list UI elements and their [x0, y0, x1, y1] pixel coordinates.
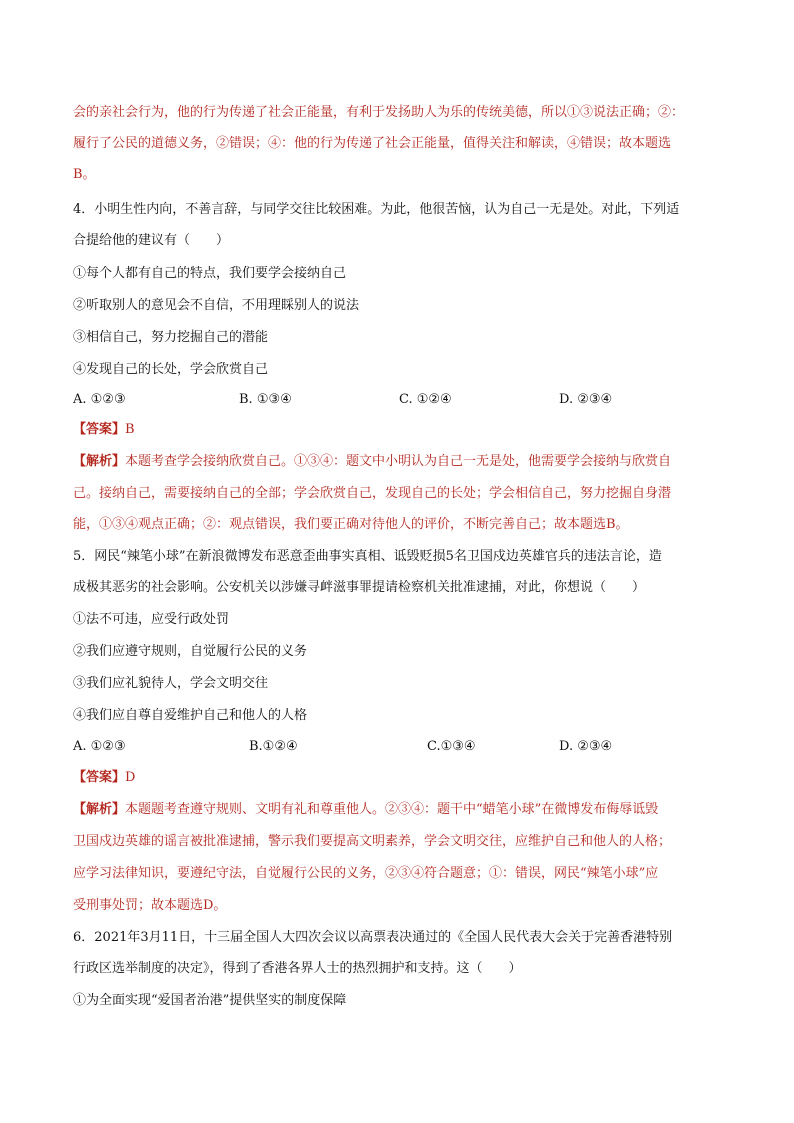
question-4-item: ①每个人都有自己的特点，我们要学会接纳自己 [73, 266, 347, 281]
option-a: A. ①②③ [73, 392, 126, 407]
question-4-analysis [73, 452, 671, 472]
analysis-text: 本题题考查遵守规则、文明有礼和尊重他人。②③④：题干中“蜡笔小球”在微博发布侮辱诋毁 [125, 802, 659, 817]
question-5-item: ③我们应礼貌待人，学会文明交往 [73, 676, 269, 691]
answer-label: 【答案】 [73, 422, 126, 437]
question-6-stem: 行政区选举制度的决定》，得到了香港各界人士的热烈拥护和支持。这（ ） [73, 961, 522, 976]
question-5-analysis-line: 卫国戍边英雄的谣言被批准逮捕，警示我们要提高文明素养，学会文明交往，应维护自己和他人的人格； [73, 834, 672, 849]
question-4-stem: 合提给他的建议有（ ） [73, 233, 230, 248]
question-5-item: ④我们应自尊自爱维护自己和他人的人格 [73, 708, 308, 723]
option-d: D. ②③④ [559, 392, 613, 407]
option-a: A. ①②③ [73, 739, 126, 754]
question-5-analysis-line: 受刑事处罚；故本题选D。 [73, 898, 227, 913]
question-5-stem: 成极其恶劣的社会影响。公安机关以涉嫌寻衅滋事罪提请检察机关批准逮捕，对此，你想说（ ） [73, 580, 646, 595]
question-4-item: ③相信自己，努力挖掘自己的潜能 [73, 330, 269, 345]
question-5-item: ①法不可违，应受行政处罚 [73, 612, 230, 627]
answer-value: D [125, 770, 136, 785]
question-5-analysis [73, 800, 658, 820]
question-5-analysis-line: 应学习法律知识，要遵纪守法，自觉履行公民的义务，②③④符合题意；①：错误，网民“辣笔小球”应 [73, 866, 659, 881]
analysis-continuation-line: B。 [73, 167, 96, 182]
question-4-stem: 4．小明生性内向，不善言辞，与同学交往比较困难。为此，他很苦恼，认为自己一无是处。对此，下列适 [73, 202, 680, 217]
question-4-item: ②听取别人的意见会不自信，不用理睬别人的说法 [73, 298, 360, 313]
question-5-item: ②我们应遵守规则，自觉履行公民的义务 [73, 644, 308, 659]
analysis-label: 【解析】 [73, 454, 126, 469]
question-6-stem: 6．2021年3月11日，十三届全国人大四次会议以高票表决通过的《全国人民代表大会关于完善香港特别 [73, 930, 673, 945]
analysis-label: 【解析】 [73, 802, 126, 817]
analysis-text: 本题考查学会接纳欣赏自己。①③④：题文中小明认为自己一无是处，他需要学会接纳与欣赏自 [125, 454, 672, 469]
option-c: C. ①②④ [399, 392, 452, 407]
analysis-continuation-line: 履行了公民的道德义务，②错误；④：他的行为传递了社会正能量，值得关注和解读，④错误；故本题选 [73, 136, 672, 151]
question-4-item: ④发现自己的长处，学会欣赏自己 [73, 362, 269, 377]
answer-value: B [125, 422, 135, 437]
question-5-stem: 5．网民“辣笔小球”在新浪微博发布恶意歪曲事实真相、诋毁贬损5名卫国戍边英雄官兵的违法言论，造 [73, 549, 662, 564]
question-6-item: ①为全面实现“爱国者治港”提供坚实的制度保障 [73, 993, 347, 1008]
option-c: C.①③④ [427, 739, 476, 754]
question-5-answer [73, 768, 135, 788]
answer-label: 【答案】 [73, 770, 126, 785]
question-4-answer [73, 420, 135, 440]
question-4-analysis-line: 己。接纳自己，需要接纳自己的全部；学会欣赏自己，发现自己的长处；学会相信自己，努力挖掘自身潜 [73, 486, 672, 501]
option-b: B.①②④ [249, 739, 298, 754]
option-b: B. ①③④ [239, 392, 292, 407]
analysis-continuation-line: 会的亲社会行为，他的行为传递了社会正能量，有利于发扬助人为乐的传统美德，所以①③说法正确；②： [73, 105, 685, 120]
option-d: D. ②③④ [559, 739, 613, 754]
question-4-analysis-line: 能，①③④观点正确；②：观点错误，我们要正确对待他人的评价，不断完善自己；故本题选B。 [73, 517, 629, 532]
